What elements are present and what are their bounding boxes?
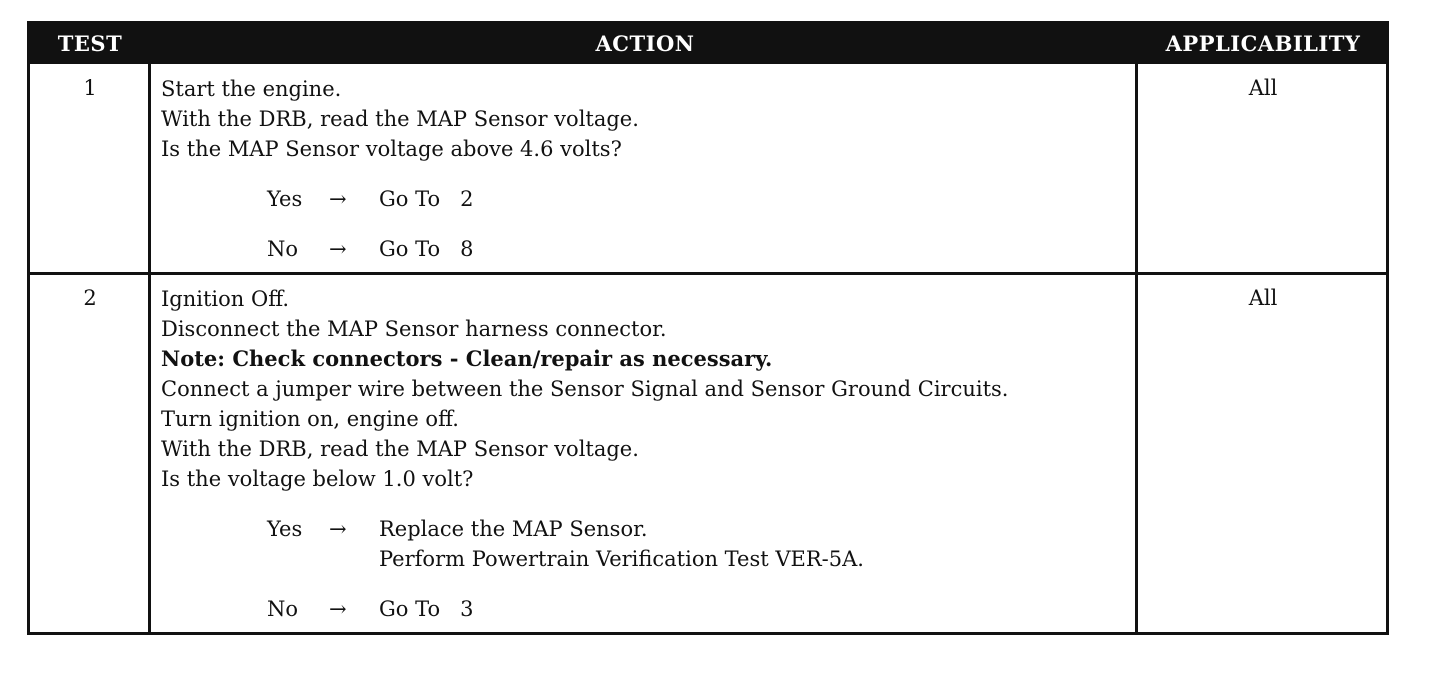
branch-label: No	[267, 237, 299, 261]
branch-no	[161, 594, 1008, 644]
action-step: Connect a jumper wire between the Sensor Signal and Sensor Ground Circuits.	[161, 377, 1009, 401]
action-step: Start the engine.	[161, 77, 342, 101]
branch-label: Yes	[267, 517, 303, 541]
arrow-right-icon: →	[329, 517, 347, 541]
branch-yes	[161, 184, 639, 234]
action-step: Is the voltage below 1.0 volt?	[161, 467, 474, 491]
branch-yes	[161, 514, 1008, 594]
diagnostic-test-table	[27, 21, 1389, 635]
branch-label: No	[267, 597, 299, 621]
column-divider	[1135, 64, 1138, 632]
action-step: Turn ignition on, engine off.	[161, 407, 459, 431]
action-step: With the DRB, read the MAP Sensor voltage.	[161, 107, 639, 131]
branch-text: Go To 3	[379, 597, 474, 621]
action-step: With the DRB, read the MAP Sensor voltage.	[161, 437, 639, 461]
applicability-value: All	[1248, 286, 1278, 310]
column-divider	[148, 64, 151, 632]
action-step: Disconnect the MAP Sensor harness connector.	[161, 317, 667, 341]
action-cell	[161, 284, 1008, 644]
header-test: TEST	[57, 31, 123, 56]
header-applicability: APPLICABILITY	[1165, 31, 1361, 56]
arrow-right-icon: →	[329, 187, 347, 211]
action-note: Note: Check connectors - Clean/repair as necessary.	[161, 346, 773, 371]
applicability-value: All	[1248, 76, 1278, 100]
branch-no	[161, 234, 639, 284]
action-step: Ignition Off.	[161, 287, 290, 311]
test-number: 2	[83, 286, 97, 310]
arrow-right-icon: →	[329, 597, 347, 621]
branch-text-line: Replace the MAP Sensor.	[379, 517, 648, 541]
branch-text	[379, 514, 864, 574]
branch-text: Go To 8	[379, 237, 474, 261]
branch-label: Yes	[267, 187, 303, 211]
header-action: ACTION	[595, 31, 695, 56]
test-number: 1	[83, 76, 97, 100]
branch-text-line: Perform Powertrain Verification Test VER-5A.	[379, 547, 864, 571]
branch-text: Go To 2	[379, 187, 474, 211]
action-cell	[161, 74, 639, 284]
action-step: Is the MAP Sensor voltage above 4.6 volts?	[161, 137, 622, 161]
arrow-right-icon: →	[329, 237, 347, 261]
table-header	[30, 24, 1386, 64]
